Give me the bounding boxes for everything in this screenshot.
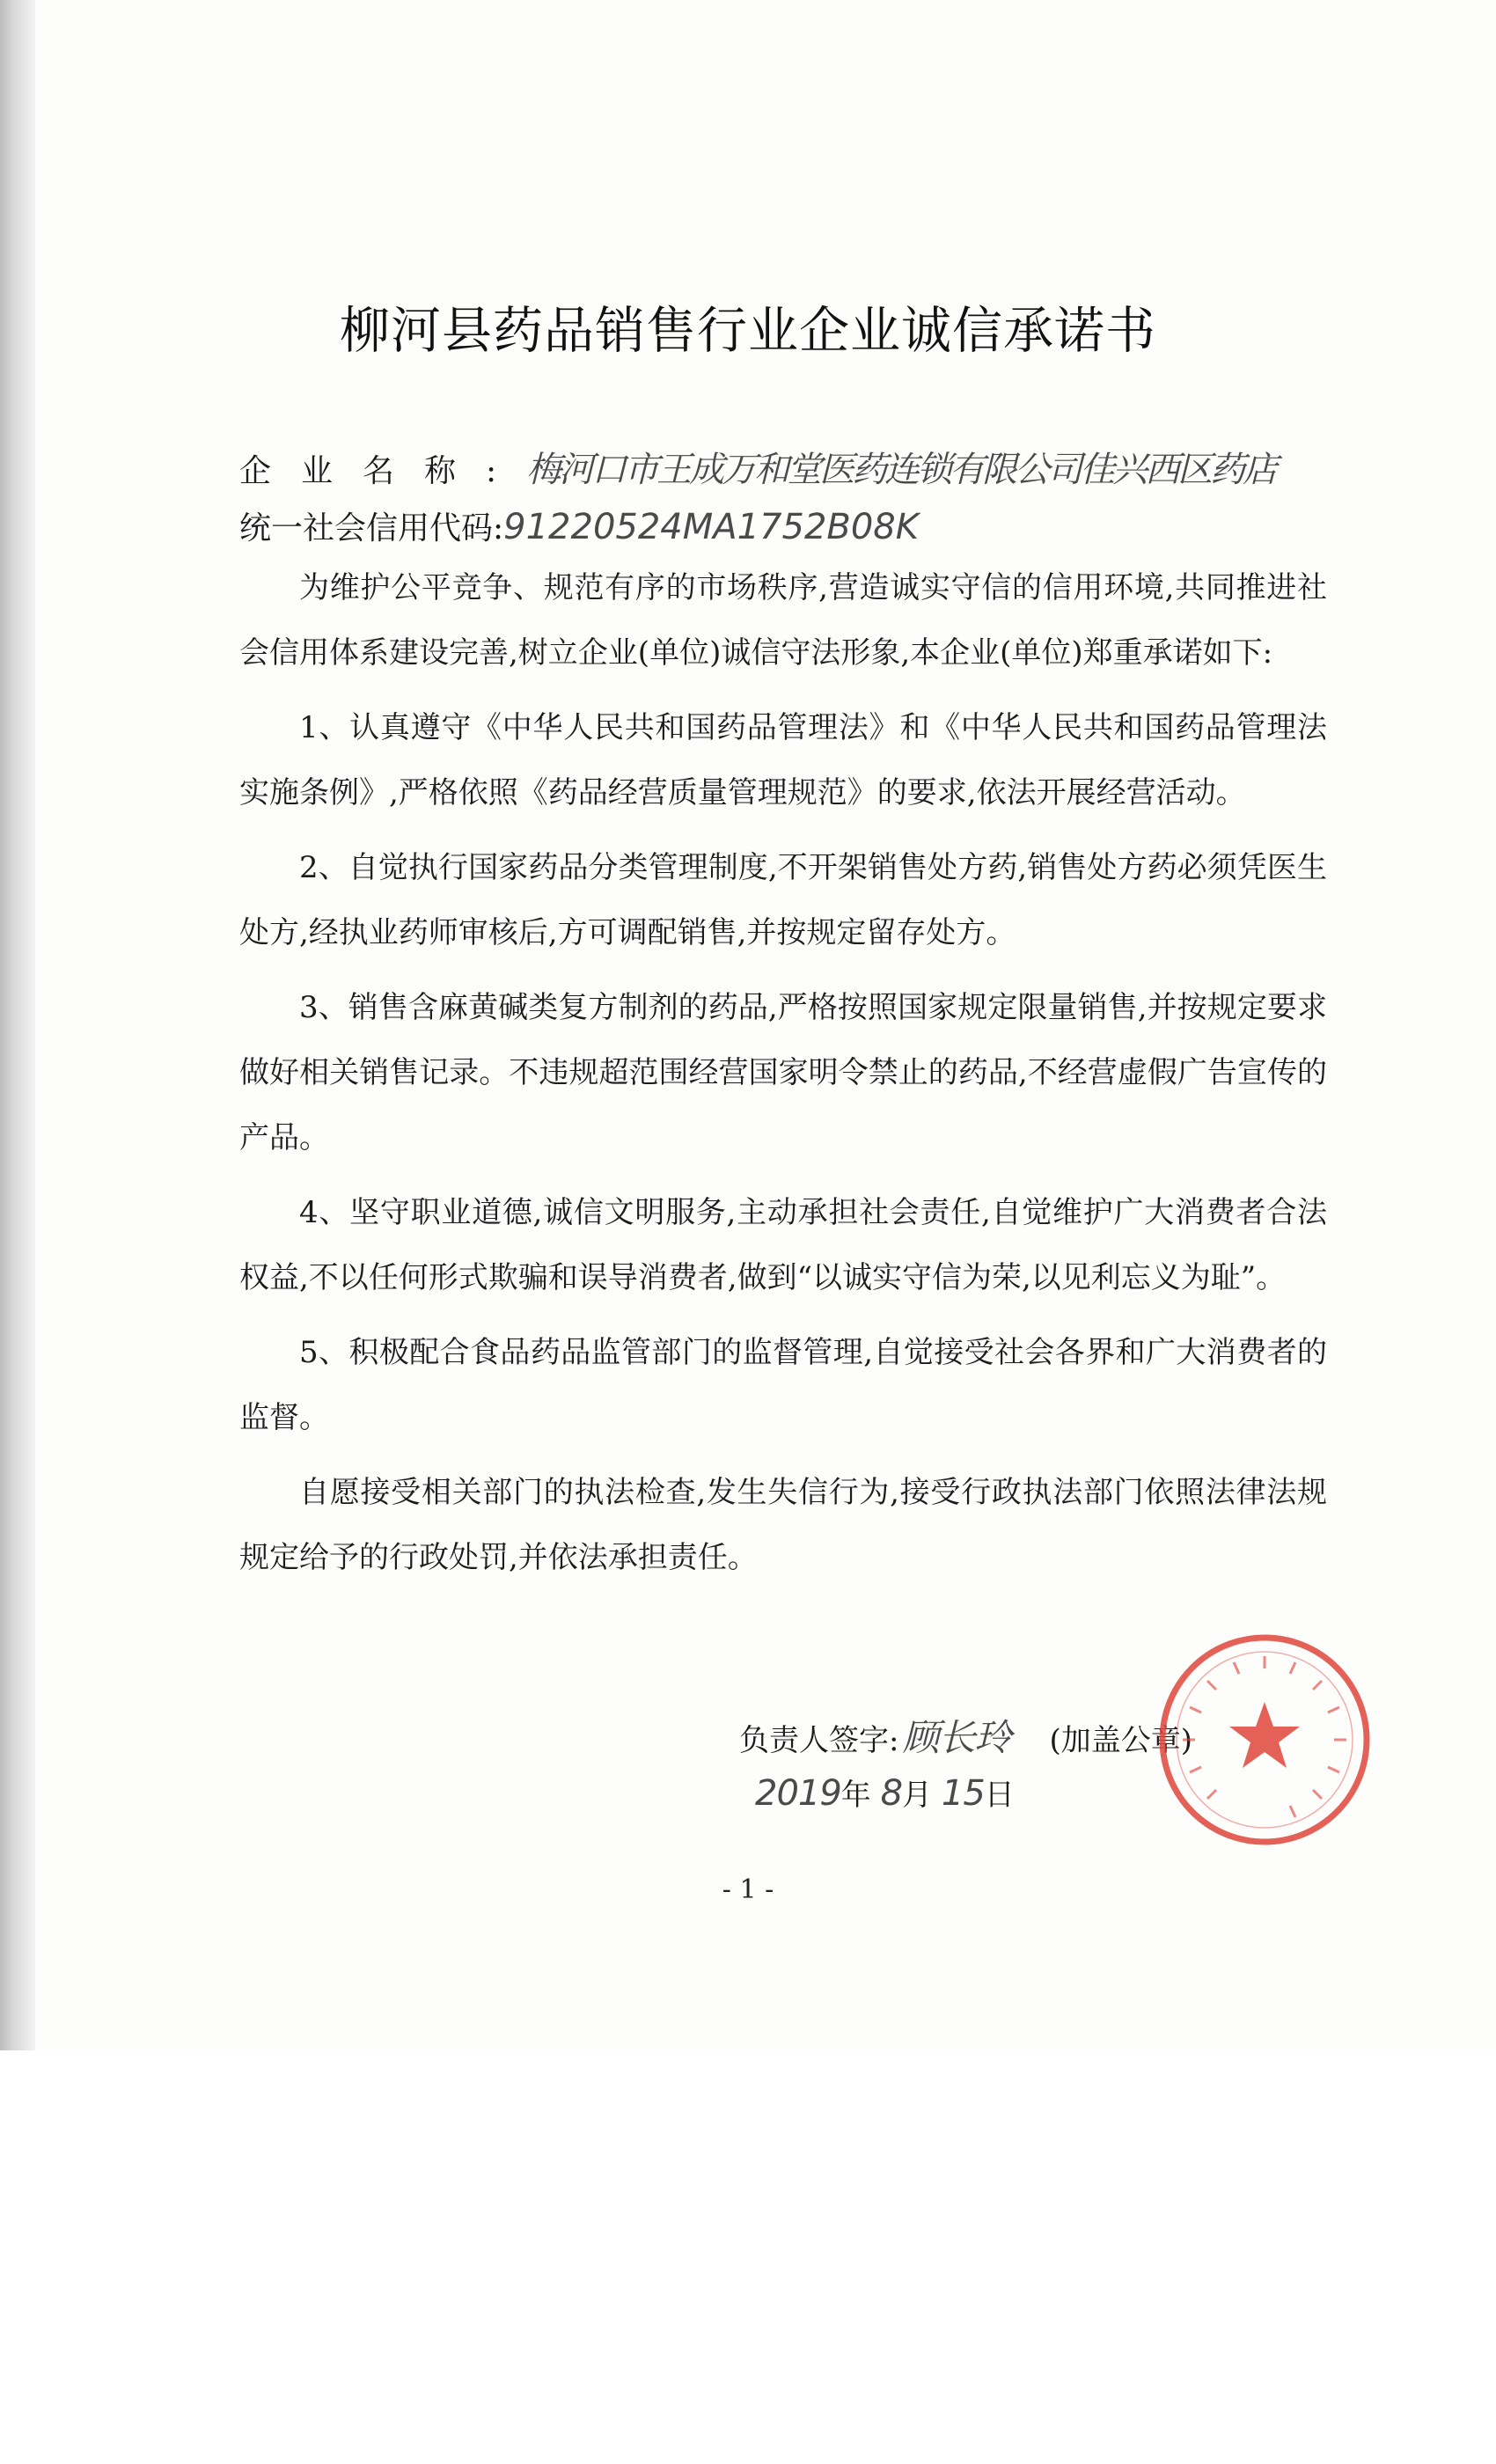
company-name-row [239, 442, 1275, 492]
signature-row [739, 1709, 1192, 1762]
company-name-value: 梅河口市王成万和堂医药连锁有限公司佳兴西区药店 [526, 450, 1276, 490]
credit-code-row [239, 503, 919, 548]
date-day-suffix: 日 [984, 1778, 1015, 1813]
company-name-label: 企业名称: [239, 453, 527, 489]
page-number: - 1 - [722, 1874, 774, 1905]
clause-2-paragraph: 2、自觉执行国家药品分类管理制度,不开架销售处方药,销售处方药必须凭医生处方,经执业药师审核后,方可调配销售,并按规定留存处方。 [239, 850, 1327, 950]
intro-paragraph: 为维护公平竞争、规范有序的市场秩序,营造诚实守信的信用环境,共同推进社会信用体系建设完善,树立企业(单位)诚信守法形象,本企业(单位)郑重承诺如下: [239, 570, 1327, 671]
clause-1-paragraph: 1、认真遵守《中华人民共和国药品管理法》和《中华人民共和国药品管理法实施条例》,严格依照《药品经营质量管理规范》的要求,依法开展经营活动。 [239, 710, 1327, 810]
clause-4-paragraph: 4、坚守职业道德,诚信文明服务,主动承担社会责任,自觉维护广大消费者合法权益,不以任何形式欺骗和误导消费者,做到“以诚实守信为荣,以见利忘义为耻”。 [239, 1195, 1327, 1295]
date-row [755, 1771, 1015, 1814]
seal-note: (加盖公章) [1049, 1723, 1193, 1758]
date-year-suffix: 年 [840, 1778, 871, 1813]
credit-code-value: 91220524MA1752B08K [503, 507, 919, 547]
red-star-seal-icon [1155, 1630, 1375, 1850]
date-day: 15 [941, 1773, 985, 1814]
credit-code-label: 统一社会信用代码: [239, 510, 504, 546]
closing-paragraph: 自愿接受相关部门的执法检查,发生失信行为,接受行政执法部门依照法律法规规定给予的行政处罚,并依法承担责任。 [239, 1475, 1327, 1575]
commitment-body [239, 555, 1327, 1600]
document-title: 柳河县药品销售行业企业诚信承诺书 [340, 302, 1156, 360]
clause-3-paragraph: 3、销售含麻黄碱类复方制剂的药品,严格按照国家规定限量销售,并按规定要求做好相关销售记录。不违规超范围经营国家明令禁止的药品,不经营虚假广告宣传的产品。 [239, 990, 1327, 1155]
date-month-suffix: 月 [902, 1778, 933, 1813]
signature-name: 顾长玲 [902, 1716, 1011, 1759]
clause-5-paragraph: 5、积极配合食品药品监管部门的监督管理,自觉接受社会各界和广大消费者的监督。 [239, 1335, 1327, 1435]
date-year: 2019 [755, 1773, 841, 1814]
signature-label: 负责人签字: [739, 1723, 899, 1758]
date-month: 8 [880, 1773, 903, 1814]
